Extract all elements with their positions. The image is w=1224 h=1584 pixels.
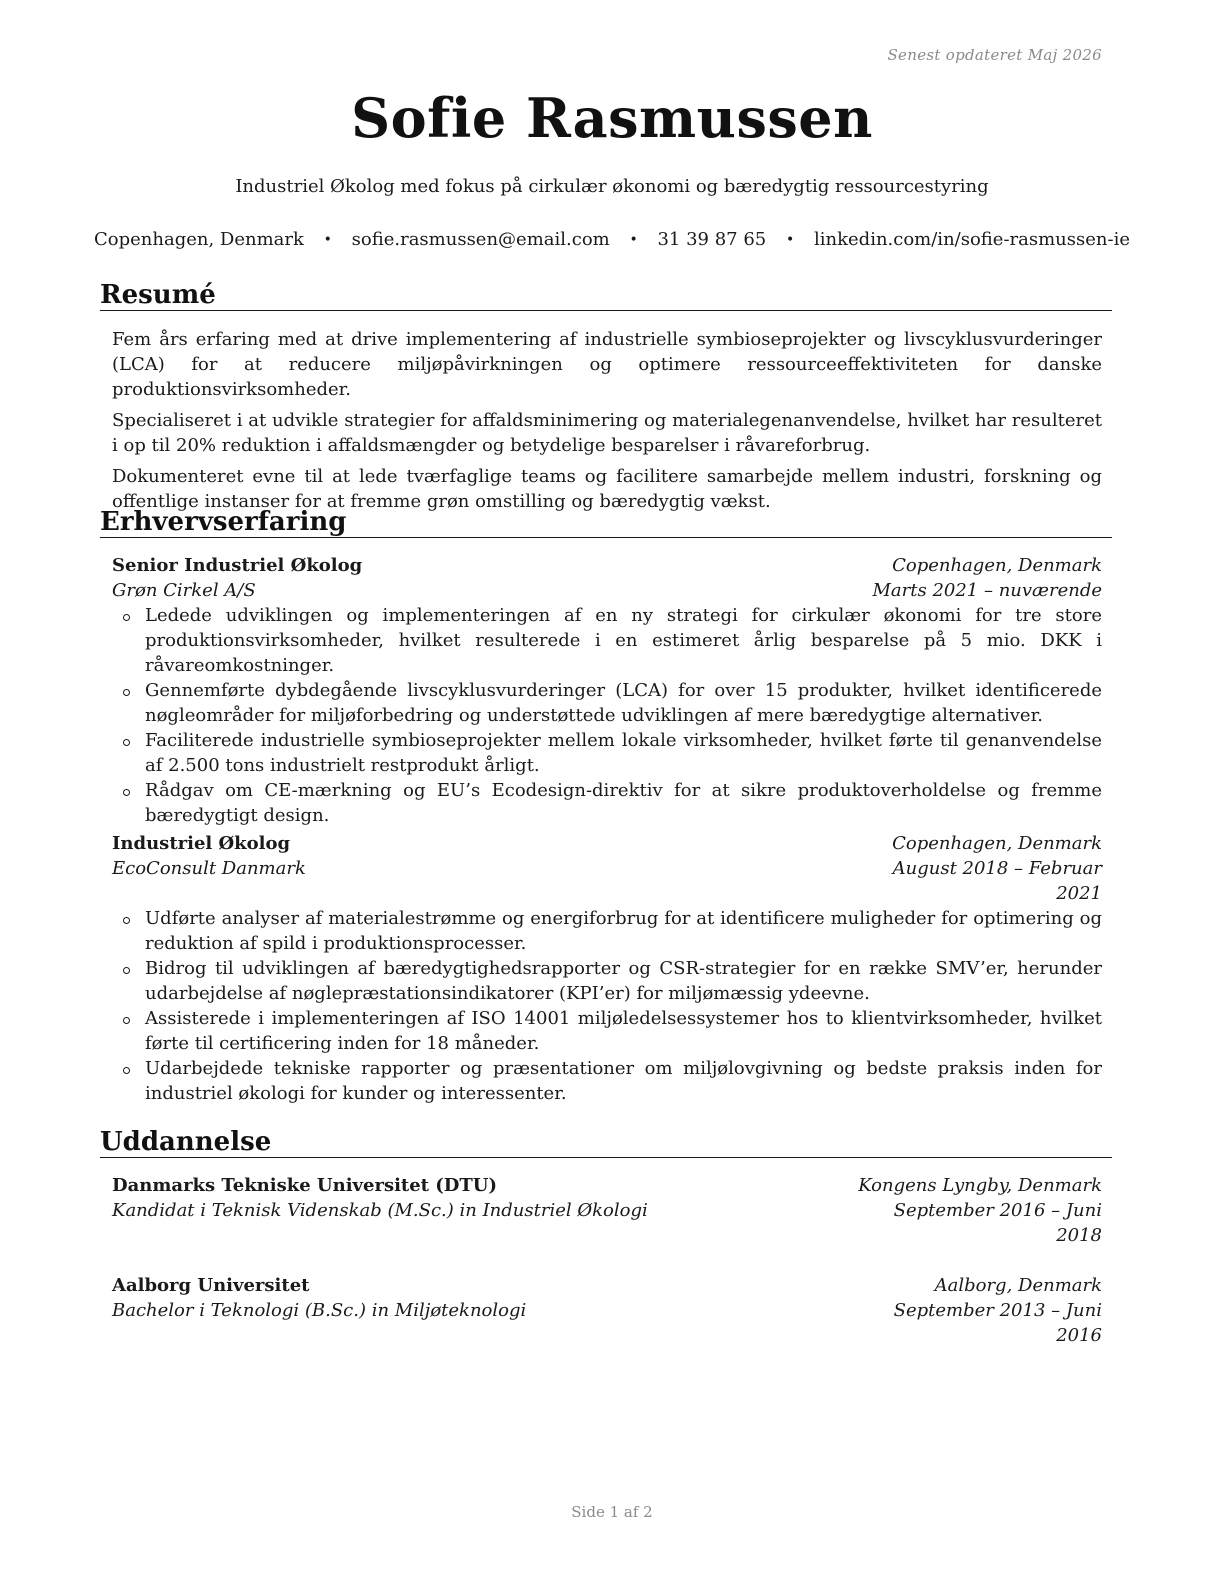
summary-paragraph: Dokumenteret evne til at lede tværfaglige teams og facilitere samarbejde mellem industri, forskning og offentlige instanser for at fremme grøn omstilling og bæredygtig vækst. <box>112 466 1102 512</box>
job-title: Industriel Økolog <box>112 833 291 854</box>
bullet-circle-icon <box>123 739 130 746</box>
bullet-text: Ledede udviklingen og implementeringen af en ny strategi for cirkulær økonomi for tre store produktionsvirksomheder, hvilket resulterede i en estimeret årlig besparelse på 5 mio. DKK i råvareomkostninger. <box>145 605 1102 676</box>
bullet-circle-icon <box>123 1017 130 1024</box>
bullet-text: Rådgav om CE-mærkning og EU’s Ecodesign-direktiv for at sikre produktoverholdelse og fremme bæredygtigt design. <box>145 780 1102 826</box>
bullet-text: Faciliterede industrielle symbioseprojekter mellem lokale virksomheder, hvilket førte til genanvendelse af 2.500 tons industrielt restprodukt årligt. <box>145 730 1102 776</box>
summary-paragraph: Fem års erfaring med at drive implementering af industrielle symbioseprojekter og livscyklusvurderinger (LCA) for at reducere miljøpåvirkningen og optimere ressourceeffektiviteten for danske produktionsvirksomheder. <box>112 329 1102 400</box>
summary-paragraph: Specialiseret i at udvikle strategier for affaldsminimering og materialegenanvendelse, hvilket har resulteret i op til 20% reduktion i affaldsmængder og betydelige besparelser i råvareforbrug. <box>112 410 1102 456</box>
education-dates: September 2013 – Juni 2016 <box>893 1300 1102 1346</box>
school-location: Aalborg, Denmark <box>934 1275 1102 1296</box>
list-item <box>112 728 1102 778</box>
summary-block <box>112 327 1102 520</box>
company-name: Grøn Cirkel A/S <box>112 580 256 601</box>
contact-location: Copenhagen, Denmark <box>94 229 304 250</box>
bullet-text: Udførte analyser af materialestrømme og energiforbrug for at identificere muligheder for optimering og reduktion af spild i produktionsprocesser. <box>145 908 1102 954</box>
education-entry <box>112 1273 1102 1348</box>
education-entry <box>112 1173 1102 1248</box>
job-title: Senior Industriel Økolog <box>112 555 363 576</box>
achievement-list <box>112 906 1102 1106</box>
contact-email[interactable]: sofie.rasmussen@email.com <box>351 229 610 250</box>
list-item <box>112 906 1102 956</box>
bullet-text: Udarbejdede tekniske rapporter og præsentationer om miljølovgivning og bedste praksis inden for industriel økologi for kunder og interessenter. <box>145 1058 1102 1104</box>
contact-separator: • <box>786 232 795 248</box>
education-dates: September 2016 – Juni 2018 <box>893 1200 1102 1246</box>
bullet-circle-icon <box>123 689 130 696</box>
list-item <box>112 1056 1102 1106</box>
bullet-text: Gennemførte dybdegående livscyklusvurderinger (LCA) for over 15 produkter, hvilket identificerede nøgleområder for miljøforbedring og understøttede udviklingen af mere bæredygtige alternativer. <box>145 680 1102 726</box>
contact-separator: • <box>323 232 332 248</box>
job-location: Copenhagen, Denmark <box>892 833 1102 854</box>
contact-linkedin[interactable]: linkedin.com/in/sofie-rasmussen-ie <box>814 229 1130 250</box>
candidate-name: Sofie Rasmussen <box>351 86 873 150</box>
contact-separator: • <box>629 232 638 248</box>
section-title-experience: Erhvervserfaring <box>100 507 1112 538</box>
school-location: Kongens Lyngby, Denmark <box>858 1175 1102 1196</box>
tagline: Industriel Økolog med fokus på cirkulær økonomi og bæredygtig ressourcestyring <box>235 176 989 197</box>
contact-phone[interactable]: 31 39 87 65 <box>657 229 767 250</box>
company-name: EcoConsult Danmark <box>112 858 306 879</box>
experience-entry <box>112 831 1102 1106</box>
section-title-education: Uddannelse <box>100 1127 1112 1158</box>
list-item <box>112 1006 1102 1056</box>
list-item <box>112 603 1102 678</box>
job-dates: August 2018 – Februar 2021 <box>892 858 1102 904</box>
bullet-circle-icon <box>123 614 130 621</box>
bullet-circle-icon <box>123 1067 130 1074</box>
list-item <box>112 678 1102 728</box>
experience-entry <box>112 553 1102 828</box>
bullet-circle-icon <box>123 789 130 796</box>
degree-name: Bachelor i Teknologi (B.Sc.) in Miljøteknologi <box>112 1300 527 1321</box>
bullet-text: Assisterede i implementeringen af ISO 14001 miljøledelsessystemer hos to klientvirksomheder, hvilket førte til certificering inden for 18 måneder. <box>145 1008 1102 1054</box>
degree-name: Kandidat i Teknisk Videnskab (M.Sc.) in Industriel Økologi <box>112 1200 648 1221</box>
contact-line <box>0 229 1224 250</box>
list-item <box>112 956 1102 1006</box>
last-updated-note: Senest opdateret Maj 2026 <box>887 46 1102 64</box>
bullet-circle-icon <box>123 967 130 974</box>
school-name: Aalborg Universitet <box>112 1275 310 1296</box>
job-location: Copenhagen, Denmark <box>892 555 1102 576</box>
bullet-circle-icon <box>123 917 130 924</box>
section-title-summary: Resumé <box>100 280 1112 311</box>
achievement-list <box>112 603 1102 828</box>
bullet-text: Bidrog til udviklingen af bæredygtighedsrapporter og CSR-strategier for en række SMV’er, herunder udarbejdelse af nøglepræstationsindikatorer (KPI’er) for miljømæssig ydeevne. <box>145 958 1102 1004</box>
list-item <box>112 778 1102 828</box>
page-number: Side 1 af 2 <box>571 1503 653 1521</box>
school-name: Danmarks Tekniske Universitet (DTU) <box>112 1175 497 1196</box>
job-dates: Marts 2021 – nuværende <box>872 580 1102 601</box>
